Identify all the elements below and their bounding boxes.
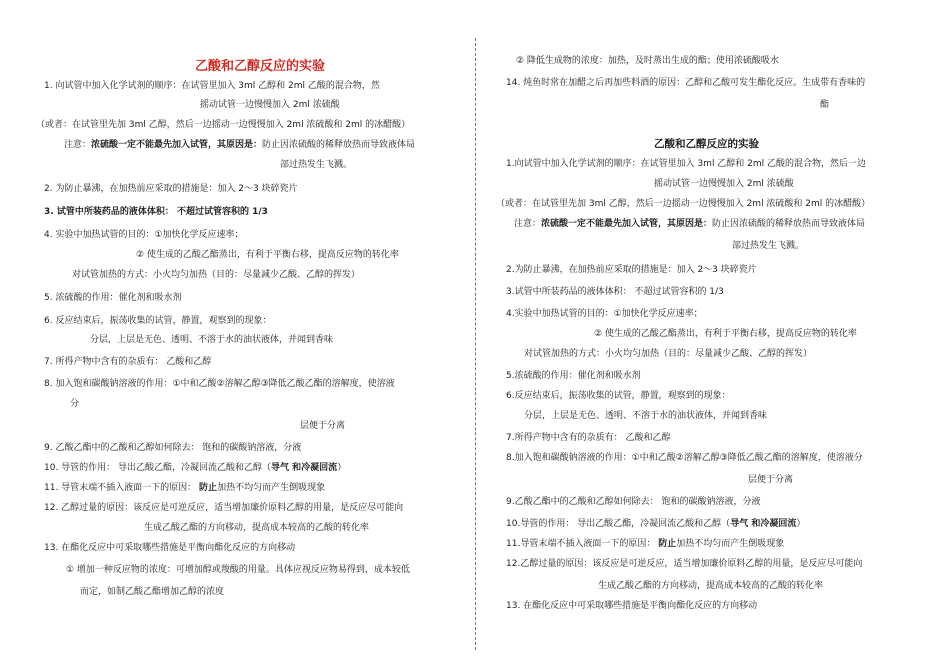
text-line: 摇动试管一边慢慢加入 2ml 浓硫酸 <box>200 100 340 110</box>
text-line: 9.乙酸乙酯中的乙酸和乙醇如何除去： 饱和的碳酸钠溶液，分液 <box>506 497 761 507</box>
text-line: 11. 导管末端不插入液面一下的原因： 防止加热不均匀而产生倒吸现象 <box>44 483 326 493</box>
text-line: 对试管加热的方式：小火均匀加热（目的：尽量减少乙酸、乙醇的挥发） <box>524 349 813 359</box>
text-line: 4. 实验中加热试管的目的：①加快化学反应速率； <box>44 230 244 240</box>
text-line: 生成乙酸乙酯的方向移动，提高成本较高的乙酸的转化率 <box>598 581 824 591</box>
text-line: 层便于分离 <box>748 475 794 485</box>
section-title: 乙酸和乙醇反应的实验 <box>654 138 759 150</box>
text-line: 1. 向试管中加入化学试剂的顺序：在试管里加入 3ml 乙醇和 2ml 乙酸的混合物，然 <box>44 81 380 91</box>
text-line: 9. 乙酸乙酯中的乙酸和乙醇如何除去： 饱和的碳酸钠溶液，分液 <box>44 443 302 453</box>
text-line: 部过热发生飞溅。 <box>280 160 353 170</box>
text-line: ② 使生成的乙酸乙酯蒸出，有利于平衡右移，提高反应物的转化率 <box>136 250 399 260</box>
text-line: 5.浓硫酸的作用：催化剂和吸水剂 <box>506 371 641 381</box>
text-line: 2.为防止暴沸，在加热前应采取的措施是：加入 2～3 块碎瓷片 <box>506 265 757 275</box>
text-line: 3.试管中所装药品的液体体积： 不超过试管容积的 1/3 <box>506 287 724 297</box>
text-line: 部过热发生飞溅。 <box>732 241 805 251</box>
text-line: 13. 在酯化反应中可采取哪些措施是平衡向酯化反应的方向移动 <box>506 601 758 611</box>
text-line: 8. 加入饱和碳酸钠溶液的作用：①中和乙酸②溶解乙醇③降低乙酸乙酯的溶解度，使溶液 <box>44 379 395 389</box>
text-line: 7. 所得产物中含有的杂质有： 乙酸和乙醇 <box>44 357 212 367</box>
text-line: 12.乙醇过量的原因：该反应是可逆反应，适当增加廉价原料乙醇的用量，是反应尽可能向 <box>506 559 863 569</box>
text-line: ② 降低生成物的浓度：加热，及时蒸出生成的酯；使用浓硫酸吸水 <box>516 56 779 66</box>
text-line: 7.所得产物中含有的杂质有： 乙酸和乙醇 <box>506 433 671 443</box>
text-line: 10. 导管的作用： 导出乙酸乙酯，冷凝回流乙酸和乙醇（导气 和冷凝回流） <box>44 463 347 473</box>
text-line: 12. 乙醇过量的原因：该反应是可逆反应，适当增加廉价原料乙醇的用量，是反应尽可能向 <box>44 503 404 513</box>
text-line: 13. 在酯化反应中可采取哪些措施是平衡向酯化反应的方向移动 <box>44 543 296 553</box>
text-line: 3. 试管中所装药品的液体体积： 不超过试管容积的 1/3 <box>44 207 268 217</box>
text-line: 摇动试管一边慢慢加入 2ml 浓硫酸 <box>654 179 794 189</box>
text-line: 4.实验中加热试管的目的：①加快化学反应速率； <box>506 309 703 319</box>
text-line: 14. 炖鱼时常在加醋之后再加些料酒的原因：乙醇和乙酸可发生酯化反应。生成带有香味的 <box>506 78 866 88</box>
text-line: （或者：在试管里先加 3ml 乙醇，然后一边摇动一边慢慢加入 2ml 浓硫酸和 2ml 的冰醋酸） <box>36 120 411 130</box>
text-line: （或者：在试管里先加 3ml 乙醇，然后一边摇动一边慢慢加入 2ml 浓硫酸和 2ml 的冰醋酸） <box>496 199 871 209</box>
text-line: 8.加入饱和碳酸钠溶液的作用：①中和乙酸②溶解乙醇③降低乙酸乙酯的溶解度，使溶液分 <box>506 453 863 463</box>
text-line: 注意：浓硫酸一定不能最先加入试管，其原因是：防止因浓硫酸的稀释放热而导致液体局 <box>64 140 416 150</box>
text-line: 分层，上层是无色、透明、不溶于水的油状液体，并闻到香味 <box>90 335 334 345</box>
text-line: 生成乙酸乙酯的方向移动，提高成本较高的乙酸的转化率 <box>144 523 370 533</box>
text-line: 注意：浓硫酸一定不能最先加入试管，其原因是：防止因浓硫酸的稀释放热而导致液体局 <box>514 219 866 229</box>
text-line: ② 使生成的乙酸乙酯蒸出，有利于平衡右移，提高反应物的转化率 <box>594 329 857 339</box>
text-line: 层便于分离 <box>300 421 346 431</box>
text-line: 5. 浓硫酸的作用：催化剂和吸水剂 <box>44 293 182 303</box>
text-line: 10.导管的作用： 导出乙酸乙酯，冷凝回流乙酸和乙醇（导气 和冷凝回流） <box>506 519 806 529</box>
text-line: 6.反应结束后，振荡收集的试管，静置，观察到的现象： <box>506 391 731 401</box>
text-line: 酯 <box>820 100 830 110</box>
text-line: 11.导管末端不插入液面一下的原因： 防止加热不均匀而产生倒吸现象 <box>506 539 785 549</box>
column-divider <box>475 38 476 650</box>
text-line: ① 增加一种反应物的浓度：可增加醇或羧酸的用量。具体应视反应物易得到，成本较低 <box>66 565 410 575</box>
page-title: 乙酸和乙醇反应的实验 <box>195 59 326 74</box>
text-line: 2. 为防止暴沸，在加热前应采取的措施是：加入 2～3 块碎瓷片 <box>44 184 298 194</box>
text-line: 分层，上层是无色、透明、不溶于水的油状液体，并闻到香味 <box>524 411 768 421</box>
text-line: 对试管加热的方式：小火均匀加热（目的：尽量减少乙酸、乙醇的挥发） <box>72 270 361 280</box>
text-line: 分 <box>70 399 80 409</box>
text-line: 6. 反应结束后，振荡收集的试管，静置，观察到的现象： <box>44 316 272 326</box>
text-line: 而定，如制乙酸乙酯增加乙醇的浓度 <box>80 587 225 597</box>
text-line: 1.向试管中加入化学试剂的顺序：在试管里加入 3ml 乙醇和 2ml 乙酸的混合物，然后一边 <box>506 159 867 169</box>
